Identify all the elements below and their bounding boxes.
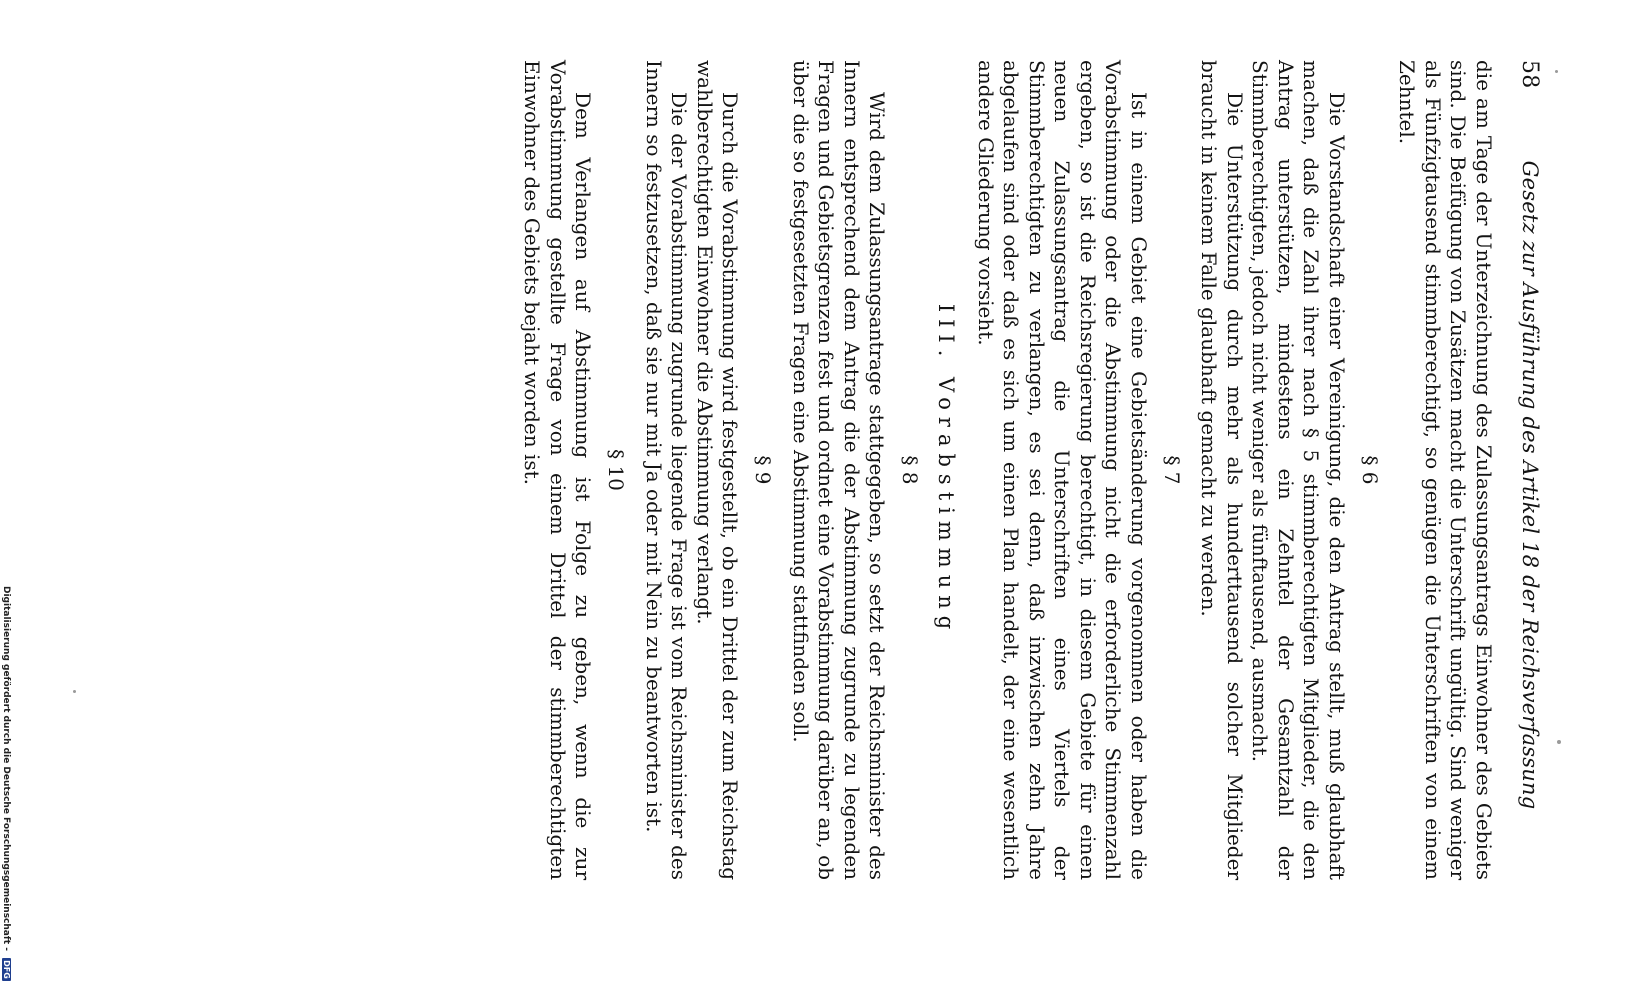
section-heading-7: § 7 [1160,455,1184,485]
page-number: 58 [1517,60,1542,89]
section-heading-6: § 6 [1358,455,1382,485]
section-heading-9: § 9 [751,455,776,485]
section-heading-10: § 10 [604,449,629,491]
section-7-paragraph-1: Ist in einem Gebiet eine Gebietsänderung vorgenommen oder haben die Vorabstimmung oder die Abstimmung nicht die erforderliche Stimmenzahl ergeben, so ist die Reichsregierung berechtigt, in diesem Gebiete für einen neuen Zulassungsantrag die Unterschriften eines Viertels der Stimmberechtigten zu verlangen, es sei denn, daß inzwischen zehn Jahre abgelaufen sind oder daß es sich um einen Plan handelt, der eine wesentlich andere Gliederung vorsieht. [974,60,1151,880]
running-title: Gesetz zur Ausführung des Artikel 18 der Reichsverfassung [1518,160,1542,810]
section-9-paragraph-1: Durch die Vorabstimmung wird festgestellt, ob ein Drittel der zum Reichstag wahlberechtigten Einwohner die Abstimmung verlangt. [693,60,743,880]
section-6-paragraph-2: Die Unterstützung durch mehr als hunderttausend solcher Mitglieder braucht in keinem Falle glaubhaft gemacht zu werden. [1197,60,1247,880]
continuation-paragraph: die am Tage der Unterzeichnung des Zulassungsantrags Einwohner des Gebiets sind. Die Beifügung von Zusätzen macht die Unterschrift ungültig. Sind weniger als Fünfzigtausend stimmberechtigt, so genügen die Unterschriften von einem Zehntel. [1395,60,1496,880]
page-header [1496,60,1542,880]
dfg-logo: DFG [2,960,11,979]
credit-text: Digitalisierung gefördert durch die Deutsche Forschungsgemeinschaft - [1,586,11,951]
chapter-title: III. Vorabstimmung [934,303,959,637]
section-10-paragraph-1: Dem Verlangen auf Abstimmung ist Folge zu geben, wenn die zur Vorabstimmung gestellte Frage von einem Drittel der stimmberechtigten Einwohner des Gebiets bejaht worden ist. [520,60,596,880]
section-heading-8: § 8 [898,455,923,485]
section-8-paragraph-1: Wird dem Zulassungsantrage stattgegeben, so setzt der Reichsminister des Innern entsprechend dem Antrag die der Abstimmung zugrunde zu legenden Fragen und Gebietsgrenzen fest und ordnet eine Vorabstimmung darüber an, ob über die so festgesetzten Fragen eine Abstimmung stattfinden soll. [789,60,890,880]
page-body [519,60,1542,880]
section-9-paragraph-2: Die der Vorabstimmung zugrunde liegende Frage ist vom Reichsminister des Innern so festzusetzen, daß sie nur mit Ja oder mit Nein zu beantworten ist. [642,60,692,880]
section-6-paragraph-1: Die Vorstandschaft einer Vereinigung, die den Antrag stellt, muß glaubhaft machen, daß die Zahl ihrer nach § 5 stimmberechtigten Mitglieder, die den Antrag unterstützen, mindestens ein Zehntel der Gesamtzahl der Stimmberechtigten, jedoch nicht weniger als fünftausend, ausmacht. [1248,60,1349,880]
